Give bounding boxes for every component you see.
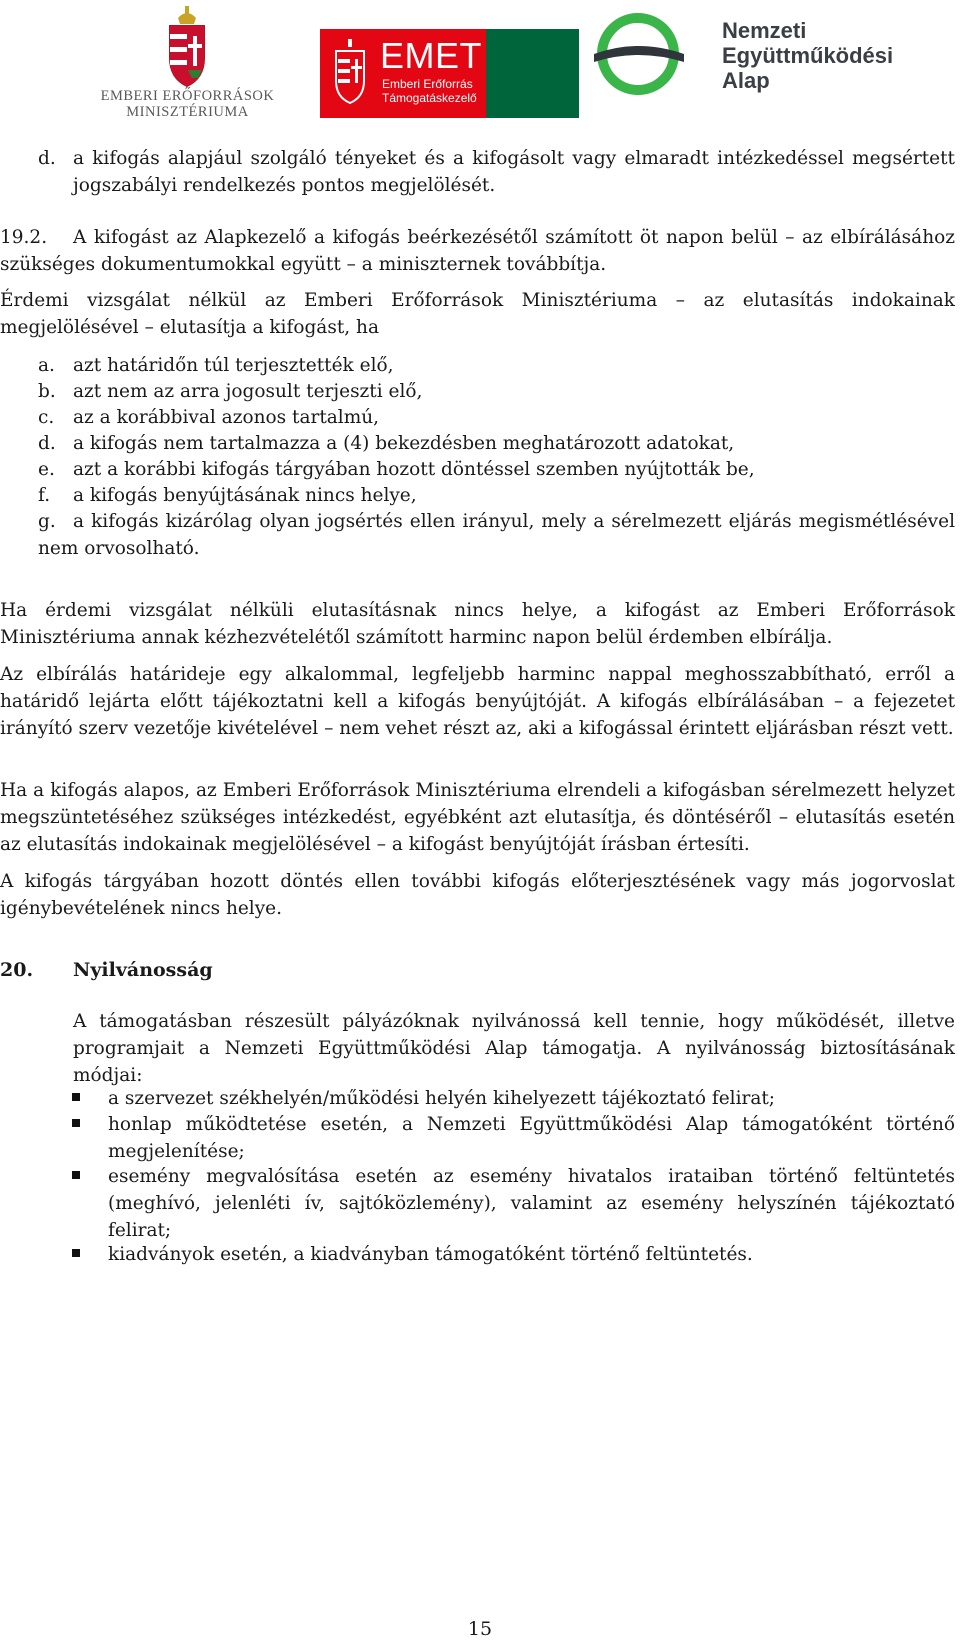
nea-logo-text — [722, 18, 893, 93]
list-item-text: azt nem az arra jogosult terjeszti elő, — [73, 381, 423, 402]
list-item-label: g. — [38, 511, 56, 532]
page-header — [0, 0, 960, 125]
list-item-text: az a korábbival azonos tartalmú, — [73, 407, 380, 428]
nea-logo-line-2: Együttműködési — [722, 43, 894, 68]
emet-logo-green-block — [486, 29, 579, 118]
paragraph-2: Az elbírálás határideje egy alkalommal, legfeljebb harminc nappal meghosszabbítható, erről a határidő lejárta előtt tájékoztatni kell a kifogás benyújtóját. A kifogás elbírálásában – a fejezetet irányító szerv vezetője kivételével – nem vehet részt az, aki a kifogással érintett eljárásban részt vett. — [0, 664, 955, 739]
page-number: 15 — [467, 1618, 493, 1640]
bullet-item-text: honlap működtetése esetén, a Nemzeti Együttműködési Alap támogatóként történő megjelenítése; — [108, 1114, 955, 1162]
item-d-label: d. — [38, 148, 56, 169]
nea-ring-icon — [588, 8, 688, 100]
section-19-2-text: A kifogást az Alapkezelő a kifogás beérkezésétől számított öt napon belül – az elbírálásához szükséges dokumentumokkal együtt – a miniszternek továbbítja. — [0, 227, 955, 275]
paragraph-4: A kifogás tárgyában hozott döntés ellen további kifogás előterjesztésének vagy más jogorvoslat igénybevételének nincs helye. — [0, 871, 955, 919]
list-item-label: e. — [38, 459, 55, 480]
list-item-text: a kifogás kizárólag olyan jogsértés ellen irányul, mely a sérelmezett eljárás megismétlésével nem orvosolható. — [38, 511, 955, 559]
section-20-title: Nyilvánosság — [73, 959, 213, 981]
nea-logo-line-1: Nemzeti — [722, 18, 807, 43]
list-item-label: f. — [38, 485, 51, 506]
paragraph-1: Ha érdemi vizsgálat nélküli elutasításnak nincs helye, a kifogást az Emberi Erőforrások Minisztériuma annak kézhezvételétől számított harminc napon belül érdemben elbírálja. — [0, 600, 955, 648]
list-item-text: azt határidőn túl terjesztették elő, — [73, 355, 394, 376]
list-item-label: c. — [38, 407, 55, 428]
nea-logo-line-3: Alap — [722, 68, 770, 93]
list-item-label: a. — [38, 355, 55, 376]
emet-sub-line-1: Emberi Erőforrás — [382, 77, 473, 91]
hungarian-coat-of-arms-icon — [100, 6, 275, 88]
nea-logo — [612, 8, 952, 100]
emmi-logo — [100, 6, 275, 121]
bullet-square-icon — [72, 1249, 80, 1257]
list-item-text: azt a korábbi kifogás tárgyában hozott döntéssel szemben nyújtották be, — [73, 459, 755, 480]
item-d-text: a kifogás alapjául szolgáló tényeket és a kifogásolt vagy elmaradt intézkedéssel megsértett jogszabályi rendelkezés pontos megjelölését. — [73, 148, 955, 196]
list-item-text: a kifogás benyújtásának nincs helye, — [73, 485, 417, 506]
section-20-intro: A támogatásban részesült pályázóknak nyilvánossá kell tennie, hogy működését, illetve programjait a Nemzeti Együttműködési Alap támogatja. A nyilvánosság biztosításának módjai: — [73, 1011, 955, 1086]
section-20-number: 20. — [0, 959, 34, 981]
list-item-label: b. — [38, 381, 56, 402]
bullet-square-icon — [72, 1093, 80, 1101]
emet-logo — [320, 29, 486, 118]
paragraph-3: Ha a kifogás alapos, az Emberi Erőforrások Minisztériuma elrendeli a kifogásban sérelmezett helyzet megszüntetéséhez szükséges intézkedést, egyébként azt elutasítja, és döntéséről – elutasítás esetén az elutasítás indokainak megjelölésével – a kifogást benyújtóját írásban értesíti. — [0, 780, 955, 855]
bullet-square-icon — [72, 1119, 80, 1127]
list-item-label: d. — [38, 433, 56, 454]
paragraph-erdemi: Érdemi vizsgálat nélkül az Emberi Erőforrások Minisztériuma – az elutasítás indokainak megjelölésével – elutasítja a kifogást, ha — [0, 290, 955, 338]
emmi-logo-text — [100, 88, 275, 120]
emet-logo-name: EMET — [380, 35, 483, 76]
bullet-item-text: esemény megvalósítása esetén az esemény hivatalos irataiban történő feltüntetés (meghívó, jelenléti ív, sajtóközlemény), valamint az esemény helyszínén tájékoztató felirat; — [108, 1166, 955, 1241]
bullet-item-text: kiadványok esetén, a kiadványban támogatóként történő feltüntetés. — [108, 1244, 753, 1265]
bullet-square-icon — [72, 1171, 80, 1179]
list-item-text: a kifogás nem tartalmazza a (4) bekezdésben meghatározott adatokat, — [73, 433, 735, 454]
bullet-item-text: a szervezet székhelyén/működési helyén kihelyezett tájékoztató felirat; — [108, 1088, 776, 1109]
emmi-logo-line-1: EMBERI ERŐFORRÁSOK — [100, 88, 275, 104]
emet-logo-subtitle — [382, 77, 477, 105]
emet-sub-line-2: Támogatáskezelő — [382, 91, 477, 105]
emmi-logo-line-2: MINISZTÉRIUMA — [126, 104, 249, 120]
section-19-2-label: 19.2. — [0, 227, 48, 248]
emet-coat-of-arms-icon — [326, 29, 376, 118]
